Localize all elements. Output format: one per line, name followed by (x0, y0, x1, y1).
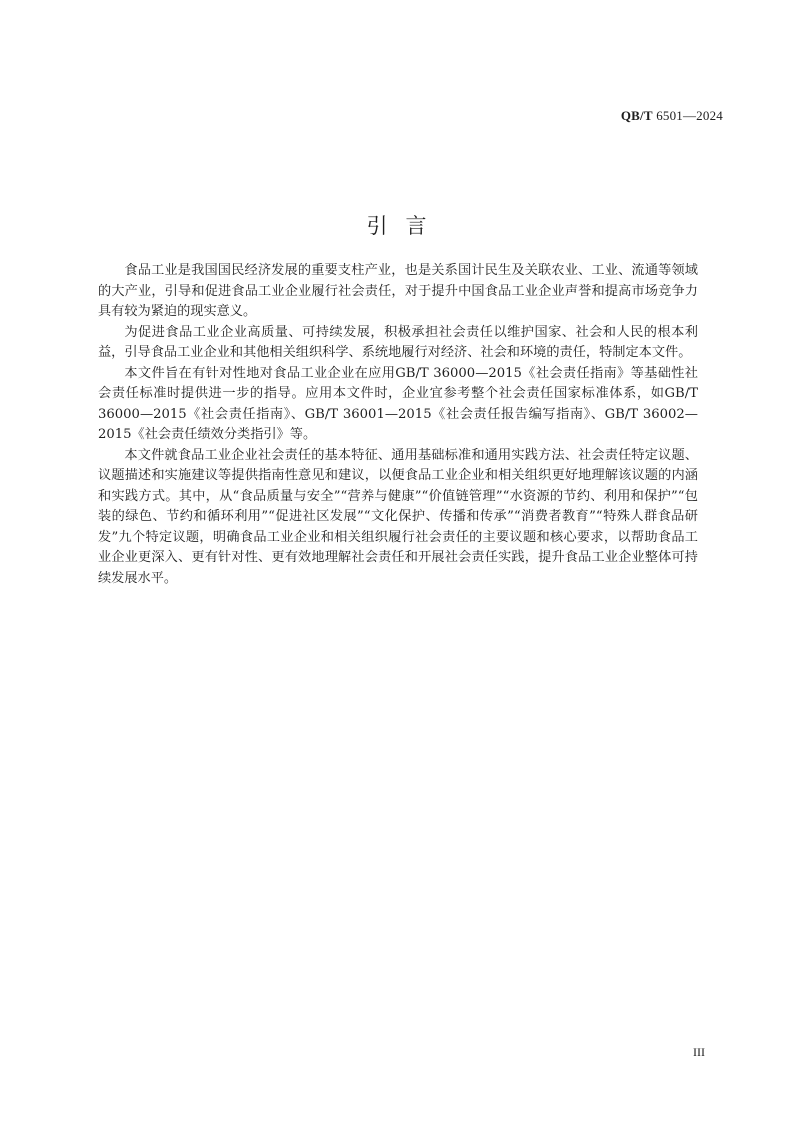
standard-code (621, 108, 723, 124)
paragraph: 食品工业是我国国民经济发展的重要支柱产业，也是关系国计民生及关联农业、工业、流通等领域的大产业，引导和促进食品工业企业履行社会责任，对于提升中国食品工业企业声誉和提高市场竞争力具有较为紧迫的现实意义。 (98, 263, 698, 319)
introduction-body (98, 261, 698, 589)
page-title: 引言 (366, 214, 445, 239)
standard-code-number: 6501—2024 (656, 108, 723, 123)
paragraph: 为促进食品工业企业高质量、可持续发展，积极承担社会责任以维护国家、社会和人民的根本利益，引导食品工业企业和其他相关组织科学、系统地履行对经济、社会和环境的责任，特制定本文件。 (98, 324, 698, 360)
paragraph: 本文件就食品工业企业社会责任的基本特征、通用基础标准和通用实践方法、社会责任特定议题、议题描述和实施建议等提供指南性意见和建议，以便食品工业企业和相关组织更好地理解该议题的内涵和实践方式。其中，从“食品质量与安全”“营养与健康”“价值链管理”“水资源的节约、利用和保护”“包装的绿色、节约和循环利用”“促进社区发展”“文化保护、传播和传承”“消费者教育”“特殊人群食品研发”九个特定议题，明确食品工业企业和相关组织履行社会责任的主要议题和核心要求，以帮助食品工业企业更深入、更有针对性、更有效地理解社会责任和开展社会责任实践，提升食品工业企业整体可持续发展水平。 (98, 447, 698, 586)
standard-code-prefix: QB/T (620, 108, 653, 123)
page-number: III (693, 1045, 705, 1059)
paragraph: 本文件旨在有针对性地对食品工业企业在应用GB/T 36000—2015《社会责任指南》等基础性社会责任标准时提供进一步的指导。应用本文件时，企业宜参考整个社会责任国家标准体系，如GB/T 36000—2015《社会责任指南》、GB/T 36001—2015《社会责任报告编写指南》、GB/T 36002—2015《社会责任绩效分类指引》等。 (98, 365, 698, 442)
